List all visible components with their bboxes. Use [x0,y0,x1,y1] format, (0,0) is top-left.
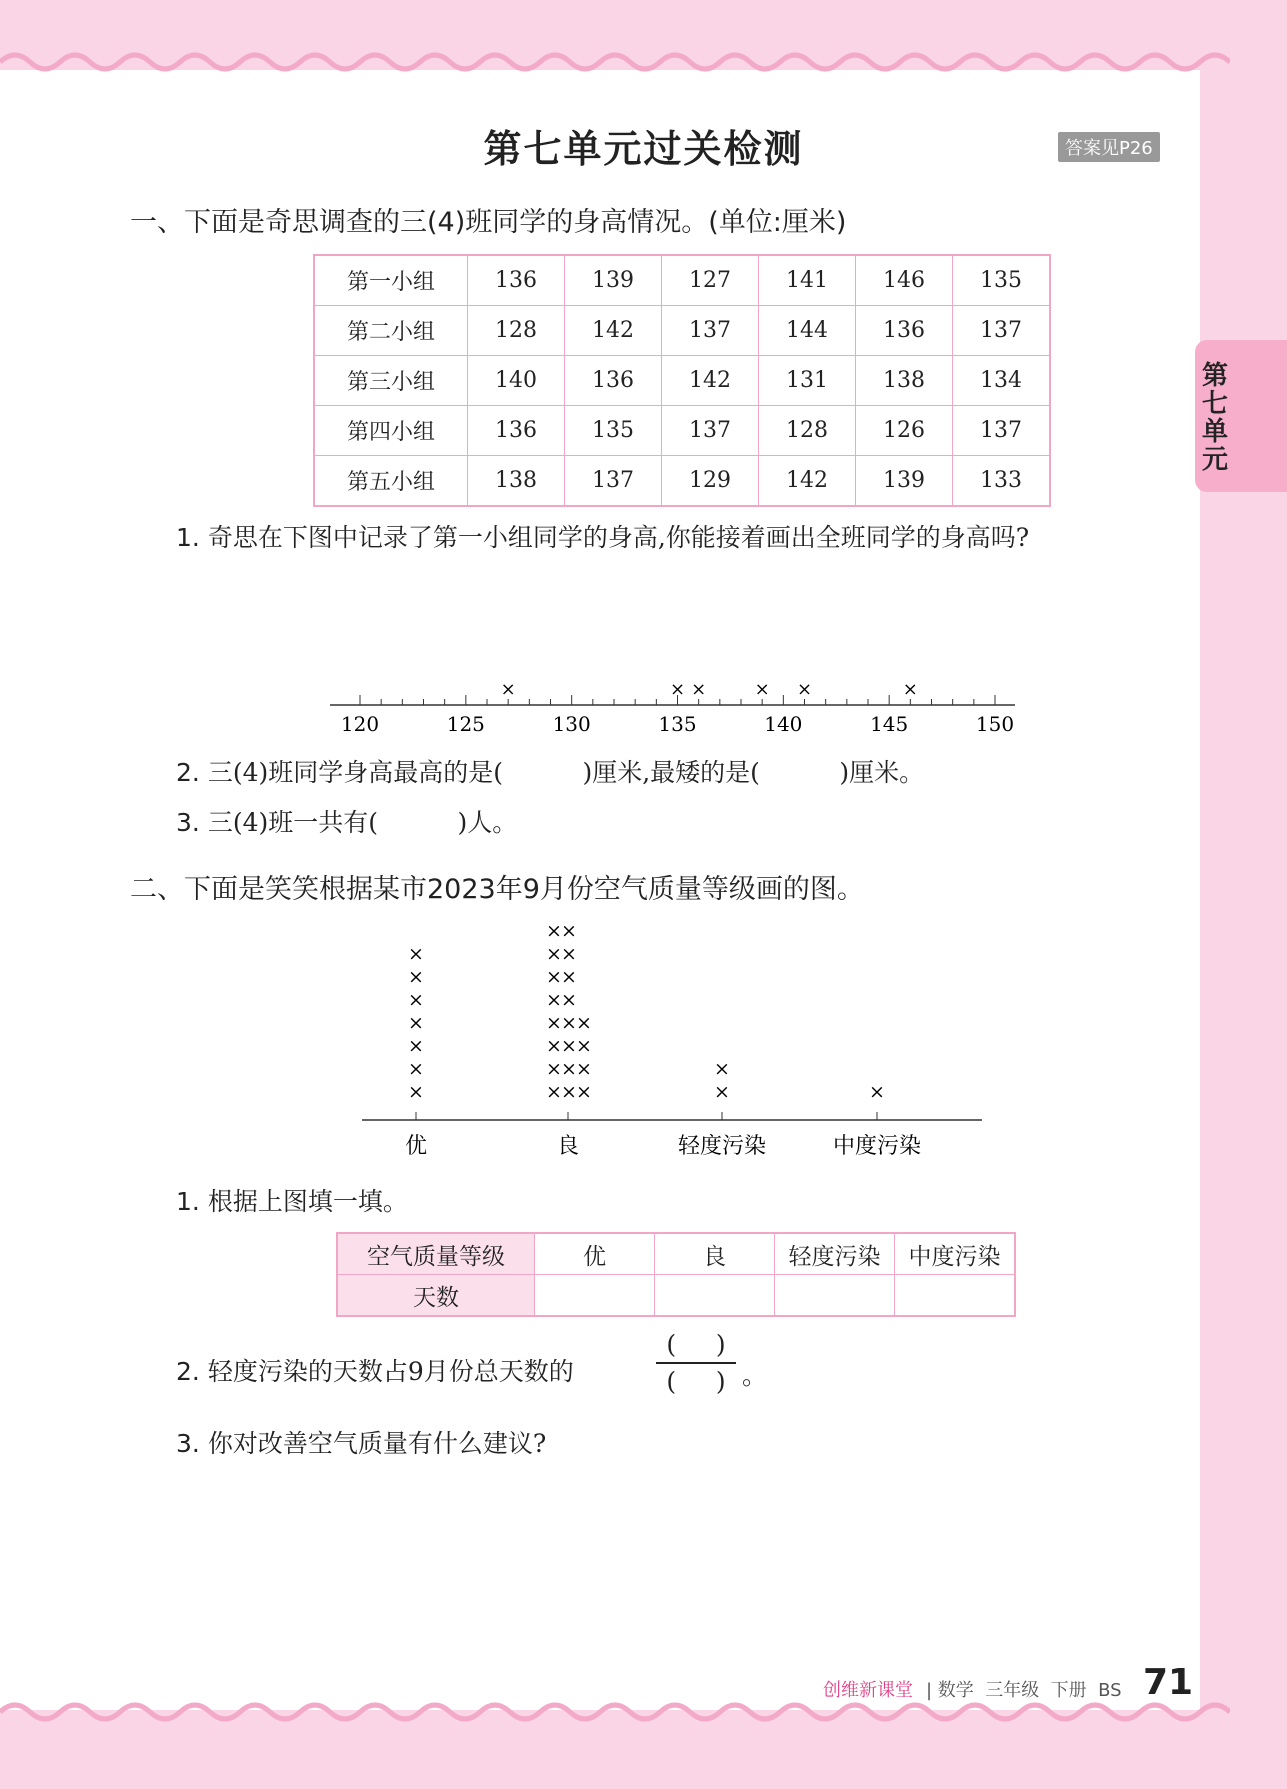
group-label: 第一小组 [314,255,468,306]
data-mark-x: × [561,920,577,942]
height-line-plot [320,665,1020,735]
height-table [313,254,1051,507]
height-value: 137 [662,406,759,456]
data-mark-x: × [408,989,424,1011]
height-value: 146 [856,255,953,306]
q-number: 1. [176,523,200,552]
height-value: 135 [565,406,662,456]
data-mark-x: × [714,1058,730,1080]
air-quality-table [336,1232,1016,1317]
data-mark-x: × [546,943,562,965]
data-mark-x: × [561,943,577,965]
q-text: 你对改善空气质量有什么建议? [207,1429,547,1458]
height-value: 136 [565,356,662,406]
q-number: 2. [176,758,200,787]
data-mark-x: × [691,679,707,700]
tick-label: 130 [552,712,591,735]
q-number: 2. [176,1357,200,1386]
height-table-row [314,255,1050,306]
group-label: 第五小组 [314,456,468,507]
data-mark-x: × [714,1081,730,1103]
group-label: 第二小组 [314,306,468,356]
data-mark-x: × [796,679,813,700]
data-mark-x: × [408,1081,424,1103]
height-table-row [314,306,1050,356]
height-table-row [314,406,1050,456]
height-value: 138 [856,356,953,406]
data-mark-x: × [561,1081,577,1103]
fraction-numerator: ( ) [666,1330,726,1359]
q-number: 1. [176,1187,200,1216]
q-number: 3. [176,808,200,837]
air-quality-plot [360,915,990,1165]
height-table-row [314,356,1050,406]
height-value: 128 [759,406,856,456]
q-text: 奇思在下图中记录了第一小组同学的身高,你能接着画出全班同学的身高吗? [207,523,1030,552]
category-label: 中度污染 [832,1134,922,1159]
fraction-answer[interactable] [656,1330,736,1396]
height-value: 131 [759,356,856,406]
data-mark-x: × [669,679,686,700]
air-table-header-label: 空气质量等级 [337,1233,535,1275]
air-level-cell: 轻度污染 [775,1233,895,1275]
data-mark-x: × [869,1081,885,1103]
q-text: 根据上图填一填。 [207,1187,408,1216]
height-value: 141 [759,255,856,306]
section1-q3 [176,803,517,839]
tick-label: 135 [658,712,697,735]
q-text: 三(4)班同学身高最高的是( )厘米,最矮的是( )厘米。 [207,758,925,787]
height-value: 136 [468,255,565,306]
section2-q1 [176,1182,408,1218]
height-value: 144 [759,306,856,356]
days-answer-cell[interactable] [535,1275,655,1317]
data-mark-x: × [902,679,918,700]
data-mark-x: × [561,1035,577,1057]
answer-reference-badge: 答案见P26 [1058,132,1160,162]
height-value: 129 [662,456,759,507]
footer-brand: 创维新课堂 [823,1680,913,1701]
air-level-cell: 良 [655,1233,775,1275]
category-label: 优 [404,1134,428,1159]
q-text: 三(4)班一共有( )人。 [207,808,518,837]
height-value: 140 [468,356,565,406]
section2-q2 [176,1352,574,1388]
tick-label: 140 [764,712,803,735]
data-mark-x: × [408,1058,424,1080]
section1-q2 [176,753,924,789]
data-mark-x: × [576,1012,592,1034]
fraction-bar [656,1362,736,1364]
data-mark-x: × [408,966,424,988]
group-label: 第四小组 [314,406,468,456]
height-value: 137 [953,306,1051,356]
data-mark-x: × [546,1081,562,1103]
days-answer-cell[interactable] [775,1275,895,1317]
height-value: 137 [662,306,759,356]
height-value: 142 [565,306,662,356]
q-text: 轻度污染的天数占9月份总天数的 [207,1357,574,1386]
height-value: 142 [662,356,759,406]
q-number: 3. [176,1429,200,1458]
data-mark-x: × [546,1058,562,1080]
height-table-row [314,456,1050,507]
height-value: 139 [565,255,662,306]
data-mark-x: × [561,989,577,1011]
data-mark-x: × [561,966,577,988]
data-mark-x: × [408,1012,424,1034]
height-value: 128 [468,306,565,356]
data-mark-x: × [546,966,562,988]
height-value: 136 [468,406,565,456]
data-mark-x: × [576,1081,592,1103]
height-value: 137 [565,456,662,507]
tick-label: 145 [870,712,909,735]
height-value: 139 [856,456,953,507]
days-answer-cell[interactable] [655,1275,775,1317]
height-value: 138 [468,456,565,507]
top-wave-border [0,40,1230,80]
data-mark-x: × [576,1035,592,1057]
category-label: 轻度污染 [677,1134,767,1159]
air-table-row-label: 天数 [337,1275,535,1317]
data-mark-x: × [500,679,516,700]
data-mark-x: × [546,989,562,1011]
data-mark-x: × [546,1035,562,1057]
data-mark-x: × [546,1012,562,1034]
height-value: 126 [856,406,953,456]
tick-label: 150 [975,712,1015,735]
data-mark-x: × [408,1035,424,1057]
height-value: 142 [759,456,856,507]
group-label: 第三小组 [314,356,468,406]
data-mark-x: × [576,1058,592,1080]
data-mark-x: × [546,920,562,942]
page-number: 71 [1143,1662,1194,1703]
section1-heading: 一、下面是奇思调查的三(4)班同学的身高情况。(单位:厘米) [130,207,847,238]
footer-info: | 数学 三年级 下册 BS [926,1680,1122,1701]
height-value: 136 [856,306,953,356]
fraction-denominator: ( ) [666,1367,726,1396]
data-mark-x: × [754,679,770,700]
height-value: 135 [953,255,1051,306]
unit-side-tab-label: 第七单元 [1201,361,1228,475]
data-mark-x: × [561,1012,577,1034]
section2-q3 [176,1424,546,1460]
days-answer-cell[interactable] [895,1275,1016,1317]
fraction-end-mark: 。 [742,1361,768,1390]
data-mark-x: × [561,1058,577,1080]
air-level-cell: 优 [535,1233,655,1275]
section1-q1 [176,518,1029,554]
tick-label: 120 [340,712,380,735]
height-value: 127 [662,255,759,306]
section2-heading: 二、下面是笑笑根据某市2023年9月份空气质量等级画的图。 [130,874,864,905]
category-label: 良 [556,1134,580,1159]
air-level-cell: 中度污染 [895,1233,1016,1275]
tick-label: 125 [446,712,485,735]
data-mark-x: × [408,943,424,965]
height-value: 133 [953,456,1051,507]
height-value: 134 [953,356,1051,406]
page-title: 第七单元过关检测 [483,127,804,171]
height-value: 137 [953,406,1051,456]
